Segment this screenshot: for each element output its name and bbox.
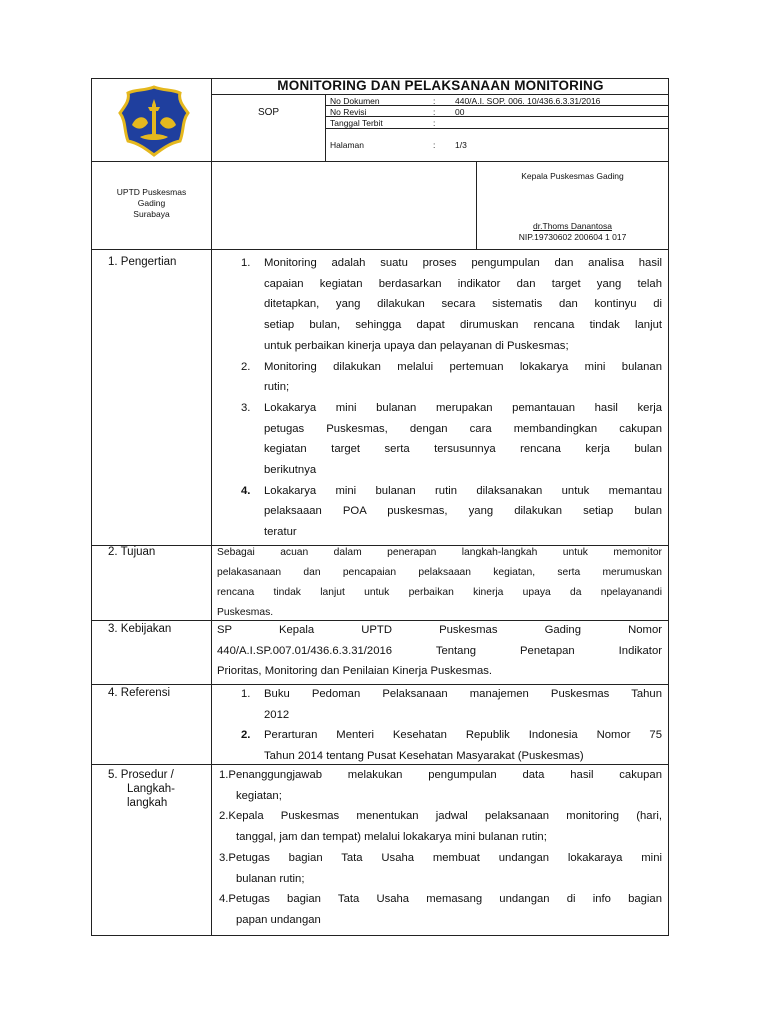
surabaya-emblem-logo [118,85,190,157]
item-line: 4.Petugas bagian Tata Usaha memasang undangan di info bagian [219,893,662,906]
list-item [219,889,662,930]
section-label-kebijakan: 3. Kebijakan [108,623,172,635]
item-number: 1. [241,257,251,269]
title-divider [212,94,669,95]
unit-name [91,187,212,220]
item-line: teratur [264,526,297,539]
item-line: setiap bulan, sehingga dapat dirumuskan rencana tindak lanjut [264,319,662,332]
meta-sep: : [433,107,436,117]
item-line: 2.Kepala Puskesmas menentukan jadwal pelaksanaan monitoring (hari, [219,810,662,823]
text-line: Prioritas, Monitoring dan Penilaian Kinerja Puskesmas. [217,665,493,678]
meta-sep: : [433,96,436,106]
item-number: 4. [241,484,251,497]
text-line: 440/A.I.SP.007.01/436.6.3.31/2016 Tentang Penetapan Indikator [217,644,662,657]
unit-line: Gading [137,198,166,208]
item-number: 3. [241,401,251,414]
list-item [241,253,662,357]
meta-label-no-dokumen: No Dokumen [330,96,380,106]
meta-sep: : [433,118,436,128]
prosedur-list [219,765,662,931]
item-line: 3.Petugas bagian Tata Usaha membuat undangan lokakaraya mini [219,851,662,864]
meta-value-halaman: 1/3 [455,140,467,150]
unit-line: UPTD Puskesmas [116,187,187,197]
item-line: papan undangan [236,913,321,926]
item-line: kegiatan target serta tersusunnya rencana kerja bulan [264,443,662,456]
meta-label-tanggal-terbit: Tanggal Terbit [330,118,383,128]
meta-label-halaman: Halaman [330,140,365,150]
item-line: Buku Pedoman Pelaksanaan manajemen Puskesmas Tahun [264,688,662,700]
label-line: 5. Prosedur / [108,769,174,781]
list-item [219,848,662,889]
list-item [241,481,662,543]
text-line: rencana tindak lanjut untuk perbaikan kinerja upaya da npelayanandi [217,587,662,598]
tujuan-text [217,543,662,623]
text-line: SP Kepala UPTD Puskesmas Gading Nomor [217,624,662,636]
item-line: capaian kegiatan berdasarkan indikator dan target yang telah [264,277,662,290]
section-label-referensi: 4. Referensi [108,687,171,699]
section-label-pengertian: 1. Pengertian [108,256,177,268]
item-line: rutin; [264,381,290,394]
head-name: dr.Thoms Danantosa [533,221,612,231]
item-line: berikutnya [264,464,317,477]
label-line: langkah [127,797,168,809]
row-divider-pengertian [91,249,669,250]
sop-label: SOP [257,107,280,118]
text-line: Sebagai acuan dalam penerapan langkah-langkah untuk memonitor [217,547,662,558]
unit-line: Surabaya [133,209,170,219]
item-line: 1.Penanggungjawab melakukan pengumpulan data hasil cakupan [219,769,662,781]
item-line: untuk perbaikan kinerja upaya dan pelayanan di Puskesmas; [264,339,569,352]
list-item [241,398,662,481]
item-line: Lokakarya mini bulanan rutin dilaksanakan untuk memantau [264,484,662,497]
list-item [219,765,662,806]
item-number: 2. [241,729,251,742]
row-divider-header [91,161,669,162]
meta-divider-3 [325,128,669,129]
item-line: Perarturan Menteri Kesehatan Republik Indonesia Nomor 75 [264,729,662,742]
meta-value-no-dokumen: 440/A.I. SOP. 006. 10/436.6.3.31/2016 [455,96,601,106]
text-line: Puskesmas. [217,607,274,618]
item-number: 1. [241,688,251,700]
text-line: pelakasanaan dan pencapaian pelaksaaan kegiatan, serta merumuskan [217,567,662,578]
item-line: pelaksaaan POA puskesmas, yang dilakukan setiap bulan [264,505,662,518]
kebijakan-text [217,620,662,682]
item-line: 2012 [264,708,290,721]
section-label-tujuan: 2. Tujuan [108,546,156,558]
head-nip: NIP.19730602 200604 1 017 [518,232,627,242]
table-border-right [668,78,669,936]
pengertian-list [241,253,662,543]
item-line: kegiatan; [236,789,282,802]
item-line: tanggal, jam dan tempat) melalui lokakarya mini bulanan rutin; [236,831,547,844]
referensi-list [241,684,662,767]
meta-value-no-revisi: 00 [455,107,465,117]
table-border-bottom [91,935,669,936]
item-number: 2. [241,360,251,373]
list-item [241,357,662,398]
document-title: MONITORING DAN PELAKSANAAN MONITORING [277,78,604,93]
item-line: Monitoring dilakukan melalui pertemuan lokakarya mini bulanan [264,360,662,373]
list-item [241,684,662,725]
meta-divider-2 [325,116,669,117]
head-title: Kepala Puskesmas Gading [521,171,624,181]
list-item [241,725,662,766]
section-label-prosedur [108,768,175,810]
item-line: petugas Puskesmas, dengan cara membandingkan cakupan [264,422,662,435]
item-line: Monitoring adalah suatu proses pengumpulan dan analisa hasil [264,257,662,269]
item-line: ditetapkan, yang dilakukan secara sistematis dan kontinyu di [264,298,662,311]
list-item [219,806,662,847]
label-line: Langkah- [127,783,175,795]
item-line: bulanan rutin; [236,872,305,885]
item-line: Tahun 2014 tentang Pusat Kesehatan Masyarakat (Puskesmas) [264,750,584,763]
meta-sep: : [433,140,436,150]
meta-label-no-revisi: No Revisi [330,107,367,117]
item-line: Lokakarya mini bulanan merupakan pemantauan hasil kerja [264,401,662,414]
